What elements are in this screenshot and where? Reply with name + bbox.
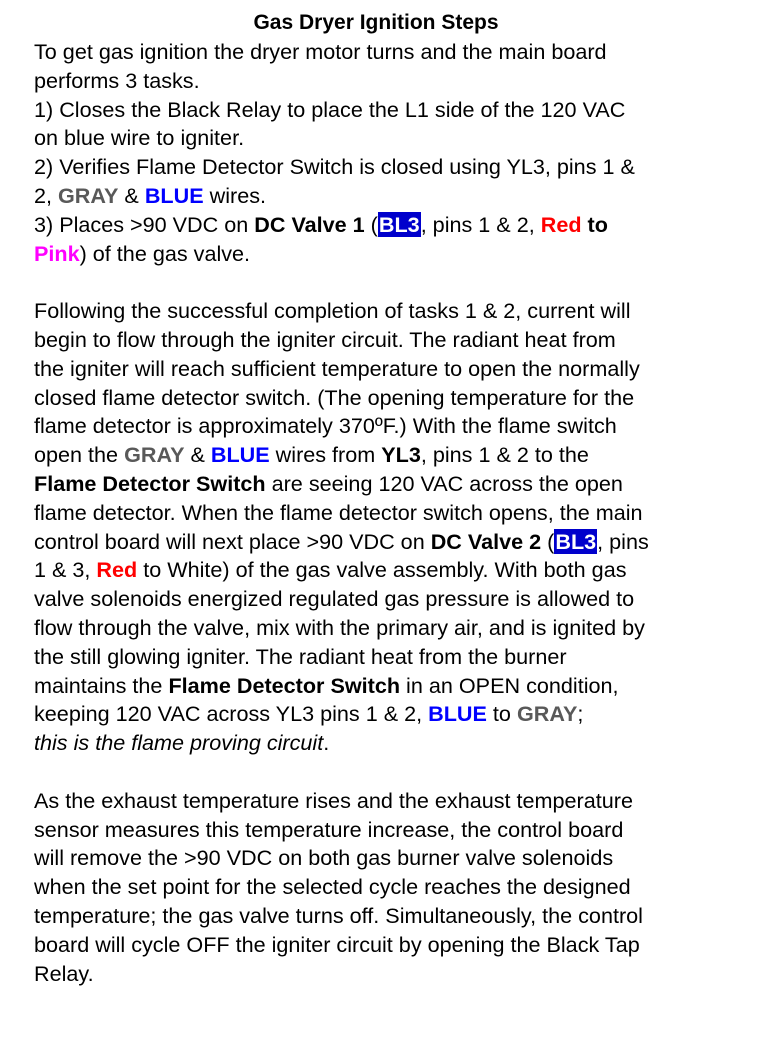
text-run: & bbox=[184, 442, 211, 468]
text-run: & bbox=[118, 182, 145, 208]
gray-wire-label: GRAY bbox=[516, 701, 578, 727]
text-run: maintains the bbox=[34, 672, 169, 698]
text-run: control board will next place >90 VDC on bbox=[34, 528, 431, 554]
paragraph-flame-detection bbox=[34, 297, 754, 758]
paragraph-line: Relay. bbox=[34, 960, 94, 986]
pink-wire-label: Pink bbox=[34, 240, 80, 266]
step-1-line: on blue wire to igniter. bbox=[34, 125, 245, 151]
paragraph-line: valve solenoids energized regulated gas pressure is allowed to bbox=[34, 586, 635, 612]
step-1 bbox=[34, 96, 754, 154]
paragraph-line: begin to flow through the igniter circuit. The radiant heat from bbox=[34, 326, 616, 352]
text-run: to White) of the gas valve assembly. With both gas bbox=[137, 557, 627, 583]
step-3-line bbox=[34, 211, 754, 240]
step-1-line: 1) Closes the Black Relay to place the L1 side of the 120 VAC bbox=[34, 96, 626, 122]
paragraph-spacer bbox=[34, 758, 754, 787]
text-run: to bbox=[581, 211, 608, 237]
page-title: Gas Dryer Ignition Steps bbox=[253, 11, 499, 34]
text-run: to bbox=[486, 701, 517, 727]
yl3-connector-label: YL3 bbox=[381, 442, 421, 468]
dc-valve-1-label: DC Valve 1 bbox=[254, 211, 365, 237]
blue-wire-label: BLUE bbox=[428, 701, 487, 727]
text-run: keeping 120 VAC across YL3 pins 1 & 2, bbox=[34, 701, 429, 727]
step-3 bbox=[34, 211, 754, 269]
dc-valve-2-label: DC Valve 2 bbox=[430, 528, 542, 554]
text-run: ( bbox=[541, 528, 555, 554]
body-text bbox=[34, 38, 754, 988]
paragraph-line: As the exhaust temperature rises and the exhaust temperature bbox=[34, 787, 633, 813]
flame-proving-note: this is the flame proving circuit bbox=[34, 730, 324, 756]
text-run: ( bbox=[364, 211, 378, 237]
paragraph-line: flame detector is approximately 370ºF.) With the flame switch bbox=[34, 413, 617, 439]
text-run: are seeing 120 VAC across the open bbox=[265, 470, 623, 496]
paragraph-line bbox=[34, 556, 754, 585]
gray-wire-label: GRAY bbox=[124, 442, 185, 468]
blue-wire-label: BLUE bbox=[210, 442, 270, 468]
step-2-line: 2) Verifies Flame Detector Switch is closed using YL3, pins 1 & bbox=[34, 154, 635, 180]
gray-wire-label: GRAY bbox=[58, 182, 119, 208]
text-run: wires. bbox=[203, 182, 267, 208]
text-run: 2, bbox=[34, 182, 59, 208]
text-run: in an OPEN condition, bbox=[400, 672, 619, 698]
step-2 bbox=[34, 153, 754, 211]
step-2-line bbox=[34, 182, 754, 211]
paragraph-line: closed flame detector switch. (The opening temperature for the bbox=[34, 384, 635, 410]
paragraph-line bbox=[34, 528, 754, 557]
red-wire-label: Red bbox=[540, 211, 582, 237]
intro-line: To get gas ignition the dryer motor turns and the main board bbox=[34, 39, 607, 64]
text-run: open the bbox=[34, 442, 125, 468]
bl3-connector-highlight: BL3 bbox=[555, 528, 597, 554]
text-run: , pins 1 & 2, bbox=[420, 211, 541, 237]
text-run: , pins 1 & 2 to the bbox=[420, 442, 589, 468]
text-run: ; bbox=[577, 701, 584, 727]
paragraph-line: will remove the >90 VDC on both gas burner valve solenoids bbox=[34, 845, 614, 871]
paragraph-line: sensor measures this temperature increase, the control board bbox=[34, 816, 624, 842]
paragraph-line: Following the successful completion of tasks 1 & 2, current will bbox=[34, 298, 631, 324]
red-wire-label: Red bbox=[96, 557, 138, 583]
flame-detector-switch-label: Flame Detector Switch bbox=[168, 672, 401, 698]
paragraph-line bbox=[34, 470, 754, 499]
flame-detector-switch-label: Flame Detector Switch bbox=[34, 470, 266, 496]
paragraph-line: flame detector. When the flame detector switch opens, the main bbox=[34, 499, 643, 525]
text-run: . bbox=[323, 730, 330, 756]
paragraph-spacer bbox=[34, 268, 754, 297]
paragraph-shutoff bbox=[34, 787, 754, 989]
paragraph-line: board will cycle OFF the igniter circuit by opening the Black Tap bbox=[34, 931, 640, 957]
text-run: ) of the gas valve. bbox=[79, 240, 251, 266]
text-run: , pins bbox=[597, 528, 649, 554]
paragraph-line bbox=[34, 729, 754, 758]
text-run: 3) Places >90 VDC on bbox=[34, 211, 255, 237]
paragraph-line: the still glowing igniter. The radiant heat from the burner bbox=[34, 643, 567, 669]
paragraph-line: when the set point for the selected cycle reaches the designed bbox=[34, 874, 631, 900]
paragraph-line: temperature; the gas valve turns off. Simultaneously, the control bbox=[34, 902, 643, 928]
paragraph-line bbox=[34, 441, 754, 470]
intro-paragraph bbox=[34, 38, 754, 96]
step-3-line bbox=[34, 240, 754, 269]
paragraph-line: the igniter will reach sufficient temperature to open the normally bbox=[34, 355, 640, 381]
paragraph-line bbox=[34, 672, 754, 701]
blue-wire-label: BLUE bbox=[144, 182, 204, 208]
intro-line: performs 3 tasks. bbox=[34, 67, 200, 93]
text-run: 1 & 3, bbox=[34, 557, 97, 583]
paragraph-line: flow through the valve, mix with the primary air, and is ignited by bbox=[34, 614, 645, 640]
paragraph-line bbox=[34, 700, 754, 729]
text-run: wires from bbox=[269, 442, 382, 468]
bl3-connector-highlight: BL3 bbox=[378, 211, 420, 237]
